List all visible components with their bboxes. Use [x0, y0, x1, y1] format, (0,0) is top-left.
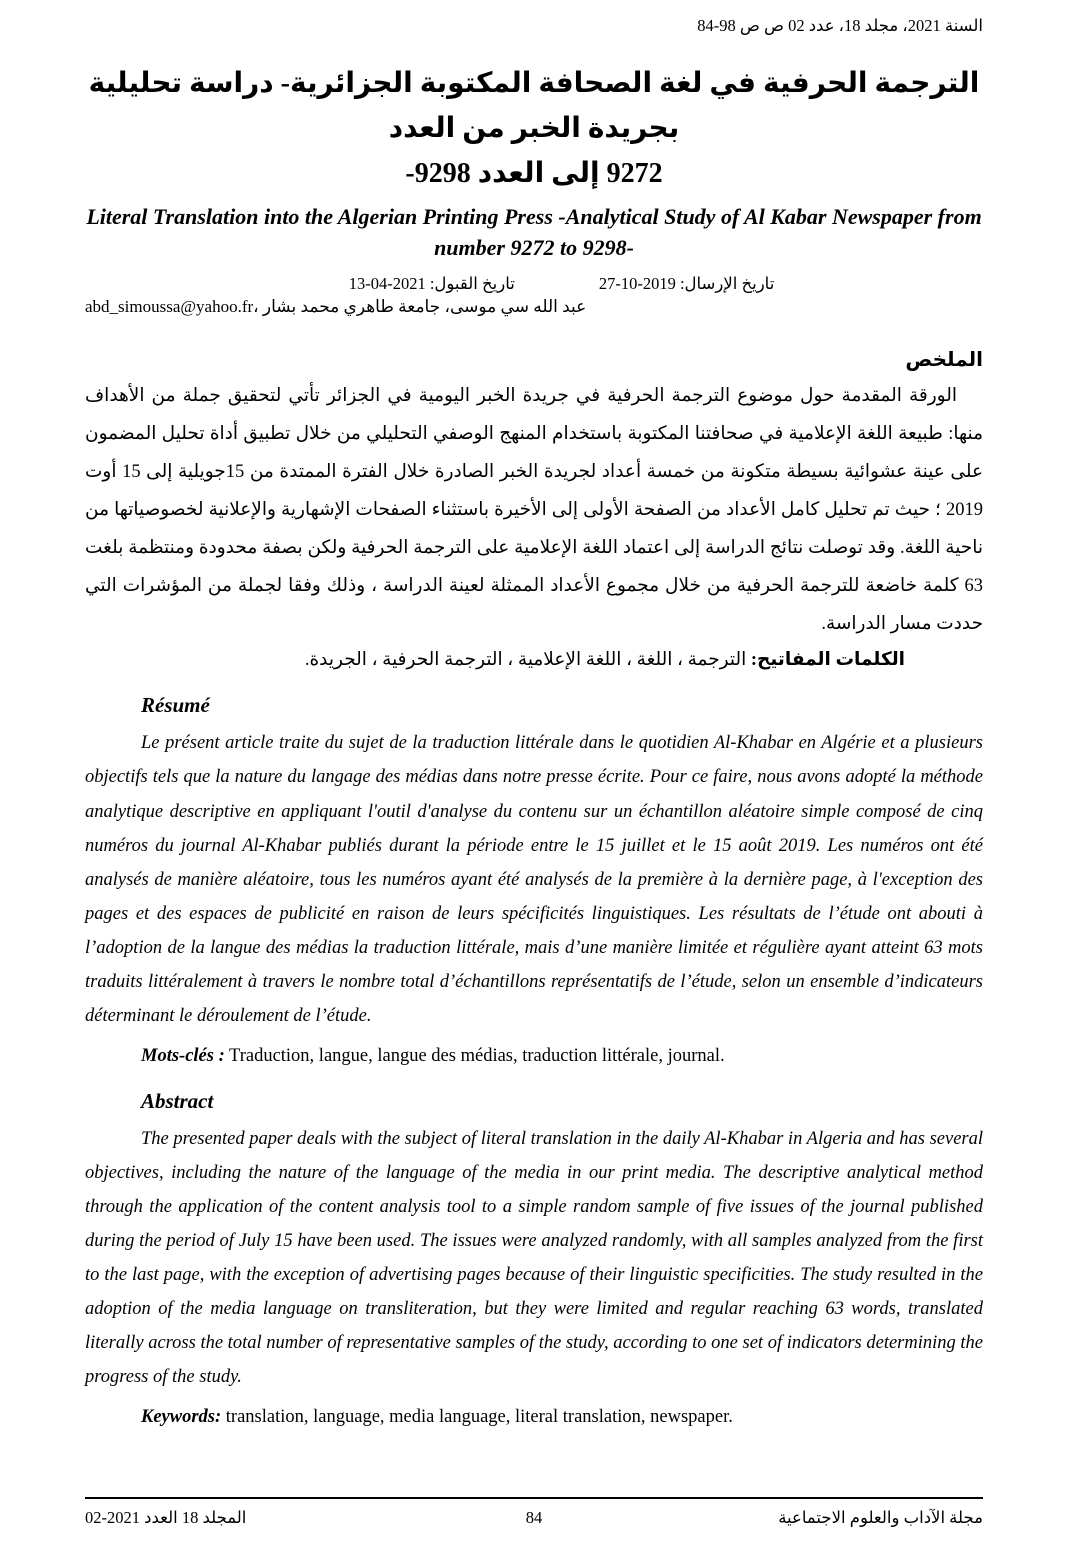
article-title-arabic-line2: 9272 إلى العدد 9298- — [405, 157, 663, 189]
article-title-english — [85, 202, 983, 264]
mots-cles-line — [141, 1046, 983, 1067]
footer-page-number: 84 — [525, 1508, 543, 1527]
resume-body: Le présent article traite du sujet de la traduction littérale dans le quotidien Al-Khabar en Algérie et a plusieurs objectifs tels que la nature du langage des médias dans notre presse écrite. Pour ce faire, nous avons adopté la méthode analytique descriptive en appliquant l'outil d'analyse du contenu sur un échantillon aléatoire simple composé de cinq numéros du journal Al-Khabar publiés durant la période entre le 15 juillet et le 15 août 2019. Les numéros ont été analysés de manière aléatoire, tous les numéros ayant été analysés de la première à la dernière page, à l'exception des pages et des espaces de publicité en raison de leurs spécificités linguistiques. Les résultats de l’étude ont abouti à l’adoption de la langue des médias la traduction littérale, mais d’une manière limitée et régulière ayant atteint 63 mots traduits littéralement à travers le nombre total d’échantillons représentatifs de l’étude, selon un ensemble d’indicateurs déterminant le déroulement de l’étude. — [85, 733, 983, 1026]
keywords-en-list: translation, language, media language, literal translation, newspaper. — [221, 1406, 733, 1427]
abstract-ar-heading: الملخص — [905, 348, 983, 371]
author-line — [85, 297, 983, 317]
footer-volume-issue: المجلد 18 العدد 2021-02 — [85, 1508, 247, 1527]
abstract-ar-body: الورقة المقدمة حول موضوع الترجمة الحرفية في جريدة الخبر اليومية في الجزائر تأتي لتحقيق جملة من الأهداف منها: طبيعة اللغة الإعلامية في صحافتنا المكتوبة باستخدام المنهج الوصفي التحليلي من خلال تطبيق أداة تحليل المضمون على عينة عشوائية بسيطة متكونة من خمسة أعداد لجريدة الخبر الصادرة خلال الفترة الممتدة من 15جويلية إلى 15 أوت 2019 ؛ حيث تم تحليل كامل الأعداد من الصفحة الأولى إلى الأخيرة باستثناء الصفحات الإشهارية والإعلانية لخصوصياتها من ناحية اللغة. وقد توصلت نتائج الدراسة إلى اعتماد اللغة الإعلامية على الترجمة الحرفية ولكن بصفة محدودة ومنتظمة بلغت 63 كلمة خاضعة للترجمة الحرفية من خلال مجموع الأعداد الممثلة لعينة الدراسة ، وذلك وفقا لجملة من المؤشرات التي حددت مسار الدراسة. — [85, 385, 984, 634]
submission-dates-row — [85, 274, 983, 294]
page-content — [0, 16, 1068, 1428]
abstract-ar-keywords-label: الكلمات المفاتيح: — [750, 650, 905, 671]
author-email: abd_simoussa@yahoo.fr — [85, 296, 254, 316]
mots-cles-label: Mots-clés : — [141, 1045, 225, 1066]
keywords-en-line — [141, 1407, 983, 1428]
abstract-en-heading: Abstract — [141, 1088, 214, 1113]
abstract-ar-keywords-list: الترجمة ، اللغة ، اللغة الإعلامية ، الترجمة الحرفية ، الجريدة. — [304, 650, 751, 671]
abstract-en-body: The presented paper deals with the subject of literal translation in the daily Al-Khabar in Algeria and has several objectives, including the nature of the language of the media in our print media. The descriptive analytical method through the application of the content analysis tool to a simple random sample of five issues of the journal published during the period of July 15 have been used. The issues were analyzed randomly, with all samples analyzed from the first to the last page, with the exception of advertising pages because of their linguistic specificities. The study resulted in the adoption of the media language on transliteration, but they were limited and regular reaching 63 words, translated literally across the total number of representative samples of the study, according to one set of indicators determining the progress of the study. — [85, 1128, 983, 1387]
footer-journal-name: مجلة الآداب والعلوم الاجتماعية — [778, 1508, 983, 1527]
abstract-ar-keywords — [85, 649, 983, 671]
submission-date: تاريخ الإرسال: 2019-10-27 — [598, 273, 775, 293]
page-footer — [85, 1497, 983, 1528]
page-header-issue-line: السنة 2021، مجلد 18، عدد 02 ص ص 98-84 — [697, 16, 983, 35]
keywords-en-label: Keywords: — [141, 1406, 222, 1427]
mots-cles-list: Traduction, langue, langue des médias, traduction littérale, journal. — [224, 1045, 725, 1066]
article-title-arabic-line1: الترجمة الحرفية في لغة الصحافة المكتوبة الجزائرية- دراسة تحليلية بجريدة الخبر من العدد — [88, 68, 980, 144]
acceptance-date: تاريخ القبول: 2021-04-13 — [348, 273, 515, 293]
article-title-english-line2: number 9272 to 9298- — [434, 235, 634, 261]
resume-heading: Résumé — [141, 693, 210, 718]
article-title-arabic — [85, 62, 983, 196]
author-name-affiliation: عبد الله سي موسى، جامعة طاهري محمد بشار ، — [253, 296, 587, 316]
article-title-english-line1: Literal Translation into the Algerian Printing Press -Analytical Study of Al Kabar Newspaper from — [86, 204, 982, 230]
